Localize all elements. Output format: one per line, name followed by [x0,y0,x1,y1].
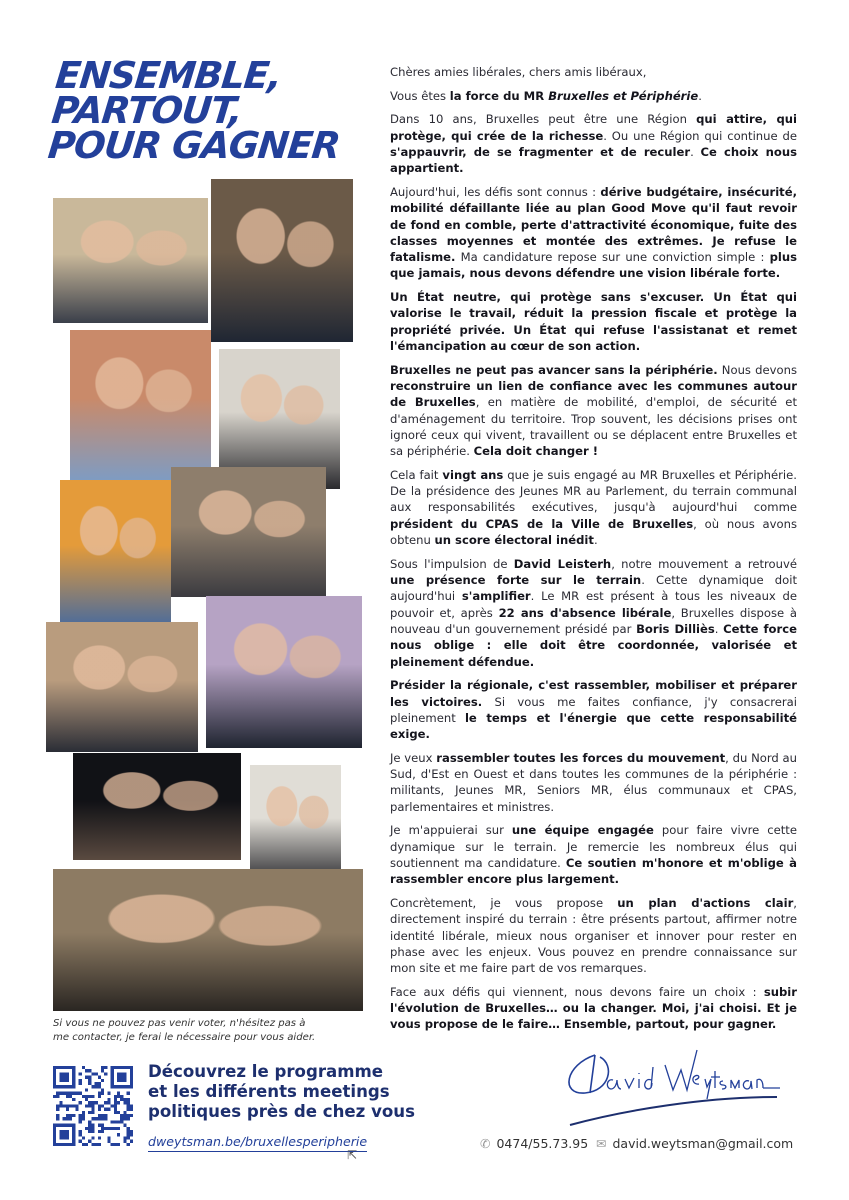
emphasis-text: la force du MR [449,88,549,103]
letter-paragraph [390,184,797,282]
body-text: . Le MR est présent à tous les niveaux de pouvoir et, après [390,589,797,620]
cta-line: politiques près de chez vous [148,1102,415,1121]
body-text: , directement inspiré du terrain : être présents partout, affirmer notre identité libérale, mieux nous organiser et innover pour rester en phase avec les enjeux. Vous pouvez en prendre connaissance sur mon site et me faire part de vos remarques. [390,895,797,976]
headline-line: ENSEMBLE, [53,54,284,97]
body-text: Je m'appuierai sur [390,823,512,838]
phone-contact[interactable] [480,1136,588,1151]
body-text: pour faire vivre cette dynamique sur le terrain. Je remercie les nombreux élus qui soutiennent ma candidature. [390,823,797,870]
letter-paragraph [390,362,797,460]
body-text: Concrètement, je vous propose [390,895,618,910]
email-contact[interactable] [596,1136,793,1151]
letter-paragraph [390,677,797,742]
photo-meeting-table [53,198,208,323]
body-text: , notre mouvement a retrouvé [611,556,797,571]
emphasis-text: qui attire, qui protège, qui crée de la richesse [390,112,797,143]
cta-line: et les différents meetings [148,1082,390,1101]
emphasis-text: président du CPAS de la Ville de Bruxelles [390,516,694,531]
emphasis-text: 22 ans d'absence libérale [498,605,672,620]
signature-icon [555,1035,785,1130]
body-text: Vous êtes [390,88,450,103]
body-text: , en matière de mobilité, d'emploi, de sécurité et d'aménagement du territoire. Trop souvent, les décisions prises ont ignoré ceux qui vivent, travaillent ou se déplacent entre Bruxelles et sa périphérie. [390,395,797,459]
body-text: Si vous me faites confiance, j'y consacrerai pleinement [390,694,797,725]
emphasis-text: s'appauvrir, de se fragmenter et de reculer [390,144,691,159]
body-text: Sous l'impulsion de [390,556,514,571]
letter-paragraph [390,984,797,1033]
headline-line: POUR GAGNER [46,124,342,167]
emphasis-text: une équipe engagée [511,823,654,838]
emphasis-text: plus que jamais, nous devons défendre une vision libérale forte. [390,250,797,281]
qr-code-icon[interactable] [53,1066,133,1146]
photo-selfie-blond-woman [46,622,198,752]
letter-paragraph [390,64,797,80]
voting-help-caption [53,1017,363,1045]
letter-body [390,64,797,1040]
photo-two-men-glasses [171,467,326,597]
body-text: Aujourd'hui, les défis sont connus : [390,184,601,199]
body-text: Face aux défis qui viennent, nous devons faire un choix : [390,984,764,999]
emphasis-text: David Leisterh [513,556,612,571]
photo-two-men-indoor [250,765,341,883]
body-text: . [593,533,598,548]
cursor-icon: ⇱ [347,1148,358,1162]
photo-two-men-smiling [211,179,353,342]
program-call-to-action [148,1062,415,1122]
photo-three-young-men [206,596,362,748]
body-text: . [714,621,724,636]
body-text: . [690,144,701,159]
emphasis-text: Cette force nous oblige : elle doit être coordonnée, valorisée et pleinement défendue. [390,621,797,669]
body-text: Chères amies libérales, chers amis libéraux, [390,65,647,79]
letter-paragraph [390,895,797,976]
emphasis-text: une présence forte sur le terrain [390,573,642,588]
signature [555,1035,785,1130]
letter-paragraph [390,750,797,815]
body-text: que je suis engagé au MR Bruxelles et Périphérie. De la présidence des Jeunes MR au Parlement, du terrain communal aux responsabilités exécutives, jusqu'à aujourd'hui comme [390,467,797,515]
emphasis-text: s'amplifier [461,589,531,604]
body-text: Je veux [390,750,437,765]
letter-paragraph [390,467,797,548]
photo-event-two-women [73,753,241,860]
letter-paragraph [390,88,797,104]
body-text: Ma candidature repose sur une conviction simple : [455,250,770,265]
emphasis-text: le temps et l'énergie que cette responsabilité exige. [390,710,798,742]
emphasis-text: Ce choix nous appartient. [390,144,797,176]
phone-icon: ✆ [480,1136,491,1151]
website-link[interactable]: dweytsman.be/bruxellesperipherie [148,1134,367,1152]
letter-paragraph [390,822,797,887]
photo-street-meeting [70,330,211,482]
emphasis-text: Bruxelles ne peut pas avancer sans la périphérie. [390,362,718,377]
emphasis-text: Bruxelles et Périphérie [548,88,699,103]
caption-line: me contacter, je ferai le nécessaire pour vous aider. [53,1032,316,1043]
body-text: . Cette dynamique doit aujourd'hui [390,573,797,604]
emphasis-text: reconstruire un lien de confiance avec les communes autour de Bruxelles [390,379,797,410]
letter-paragraph [390,111,797,176]
headline [46,54,387,167]
body-text: . [698,88,702,103]
phone-number: 0474/55.73.95 [496,1136,589,1151]
emphasis-text: dérive budgétaire, insécurité, mobilité défaillante liée au plan Good Move qu'il faut revoir de fond en comble, perte d'attractivité économique, fuite des classes moyennes et montée des extrêmes. Je refuse le fatalisme. [390,184,797,265]
body-text: Dans 10 ans, Bruxelles peut être une Région [390,112,697,127]
body-text: , Bruxelles dispose à nouveau d'un gouvernement présidé par [390,605,798,636]
emphasis-text: un score électoral inédit [434,533,594,548]
emphasis-text: Ce soutien m'honore et m'oblige à rassembler encore plus largement. [390,855,798,887]
emphasis-text: rassembler toutes les forces du mouvement [436,750,726,765]
photo-group [53,869,363,1011]
body-text: Cela fait [390,467,443,482]
body-text: , où nous avons obtenu [390,516,797,548]
caption-line: Si vous ne pouvez pas venir voter, n'hésitez pas à [53,1018,306,1029]
emphasis-text: Cela doit changer ! [473,444,599,459]
body-text: . Ou une Région qui continue de [603,128,797,143]
photo-flag-oath [60,480,171,625]
body-text: , du Nord au Sud, d'Est en Ouest et dans toutes les communes de la périphérie : militants, Jeunes MR, Seniors MR, élus communaux et CPAS, parlementaires et ministres. [390,750,797,814]
email-address: david.weytsman@gmail.com [612,1136,794,1151]
emphasis-text: Présider la régionale, c'est rassembler, mobiliser et préparer les victoires. [390,678,797,709]
letter-paragraph [390,289,797,354]
headline-line: PARTOUT, [49,89,244,132]
emphasis-text: Boris Dilliès [636,621,715,636]
cta-line: Découvrez le programme [148,1062,384,1081]
emphasis-text: un plan d'actions clair [617,895,794,910]
emphasis-text: Un État neutre, qui protège sans s'excuser. Un État qui valorise le travail, réduit la pression fiscale et protège la propriété privée. Un État qui refuse l'assistanat et remet l'émancipation au cœur de son action. [390,290,797,354]
emphasis-text: vingt ans [442,467,504,482]
envelope-icon: ✉ [596,1136,607,1151]
letter-paragraph [390,556,797,670]
emphasis-text: subir l'évolution de Bruxelles… ou la changer. Moi, j'ai choisi. Et je vous propose de le faire… Ensemble, partout, pour gagner. [390,984,797,1032]
body-text: Nous devons [717,362,797,377]
